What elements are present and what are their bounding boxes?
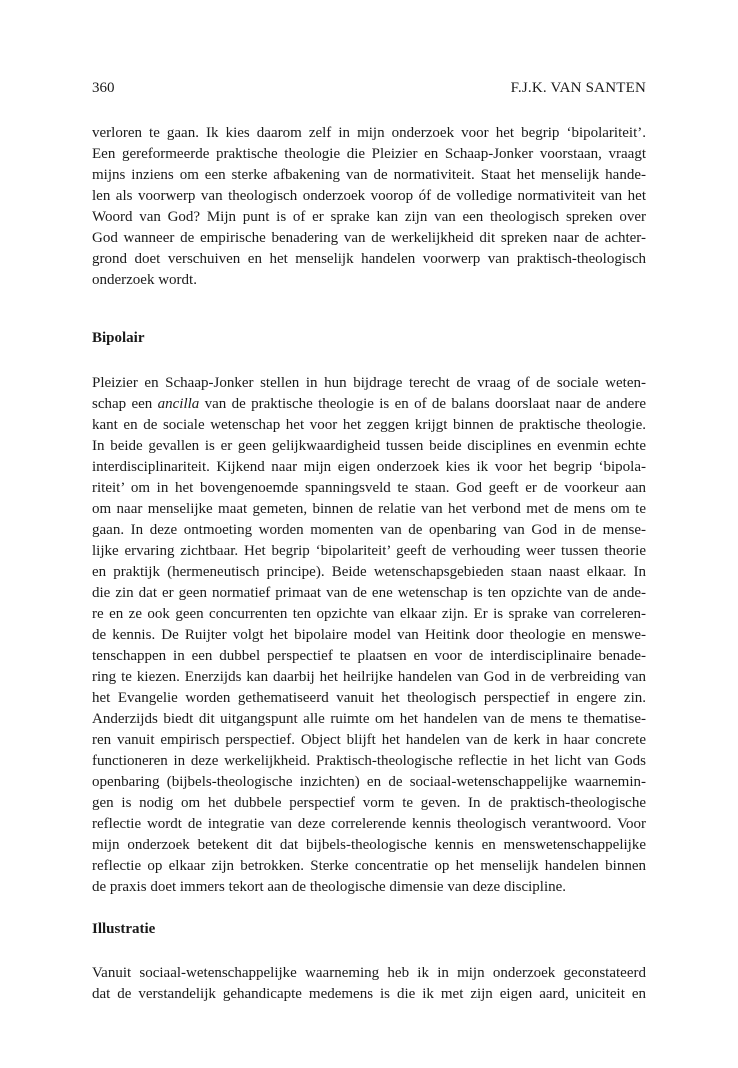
text-line: om naar menselijke maat gemeten, binnen de relatie van het verbond met de mens om te <box>92 501 646 517</box>
text-fragment: schap een <box>92 396 158 412</box>
text-line: verloren te gaan. Ik kies daarom zelf in mijn onderzoek voor het begrip ‘bipolariteit’. <box>92 125 646 141</box>
text-line: en praktijk (hermeneutisch principe). Beide wetenschapsgebieden staan naast elkaar. In <box>92 564 646 580</box>
text-line: openbaring (bijbels-theologische inzichten) en de sociaal-wetenschappelijke waarnemin- <box>92 774 646 790</box>
text-line: reflectie wordt de integratie van deze correlerende kennis theologisch verantwoord. Voor <box>92 816 646 832</box>
text-line: Pleizier en Schaap-Jonker stellen in hun bijdrage terecht de vraag of de sociale weten- <box>92 375 646 391</box>
text-line: len als voorwerp van theologisch onderzoek voorop óf de volledige normativiteit van het <box>92 188 646 204</box>
text-line: reflectie op elkaar zijn betrokken. Sterke concentratie op het menselijk handelen binnen <box>92 858 646 874</box>
running-head-author: F.J.K. VAN SANTEN <box>510 80 646 96</box>
text-line: Vanuit sociaal-wetenschappelijke waarneming heb ik in mijn onderzoek geconstateerd <box>92 965 646 981</box>
text-line: gaan. In deze ontmoeting worden momenten van de openbaring van God in de mense- <box>92 522 646 538</box>
text-line: gen is nodig om het dubbele perspectief vorm te geven. In de praktisch-theologische <box>92 795 646 811</box>
text-line: Woord van God? Mijn punt is of er sprake kan zijn van een theologisch spreken over <box>92 209 646 225</box>
text-line: die zin dat er geen normatief primaat van de ene wetenschap is ten opzichte van de ande- <box>92 585 646 601</box>
text-line: dat de verstandelijk gehandicapte medemens is die ik met zijn eigen aard, uniciteit en <box>92 986 646 1002</box>
text-fragment: van de praktische theologie is en of de balans doorslaat naar de andere <box>199 396 646 412</box>
text-line: de praxis doet immers tekort aan de theologische dimensie van deze discipline. <box>92 879 567 895</box>
text-line: Anderzijds biedt dit uitgangspunt alle ruimte om het handelen van de mens te thematise- <box>92 711 646 727</box>
text-line: tenschappen in een dubbel perspectief te plaatsen en voor de interdisciplinaire benade- <box>92 648 646 664</box>
page-number: 360 <box>92 80 115 96</box>
italic-term: ancilla <box>157 396 200 412</box>
text-line: mijns inziens om een sterke afbakening van de normativiteit. Staat het menselijk hande- <box>92 167 646 183</box>
section-heading-illustratie: Illustratie <box>92 921 156 937</box>
text-line: riteit’ om in het bovengenoemde spanningsveld te staan. God geeft er de voorkeur aan <box>92 480 646 496</box>
text-line: ring te kiezen. Enerzijds kan daarbij het heilrijke handelen van God in de verbreiding van <box>92 669 646 685</box>
text-line: kant en de sociale wetenschap het voor het zeggen krijgt binnen de praktische theologie. <box>92 417 646 433</box>
text-line: re en ze ook geen concurrenten ten opzichte van elkaar zijn. Er is sprake van correleren- <box>92 606 646 622</box>
text-line: de kennis. De Ruijter volgt het bipolaire model van Heitink door theologie en menswe- <box>92 627 646 643</box>
text-line: God wanneer de empirische benadering van de werkelijkheid dit spreken naar de achter- <box>92 230 646 246</box>
bipolair-paragraph <box>92 373 646 898</box>
text-line: ren vanuit empirisch perspectief. Object blijft het handelen van de kerk in haar concrete <box>92 732 646 748</box>
illustratie-paragraph <box>92 963 646 1005</box>
text-line: interdisciplinariteit. Kijkend naar mijn eigen onderzoek kies ik voor het begrip ‘bipola- <box>92 459 646 475</box>
running-head <box>92 78 646 98</box>
text-line: lijke ervaring zichtbaar. Het begrip ‘bipolariteit’ geeft de verhouding weer tussen theorie <box>92 543 646 559</box>
text-line: functioneren in deze werkelijkheid. Praktisch-theologische reflectie in het licht van Gods <box>92 753 646 769</box>
text-line: mijn onderzoek betekent dit dat bijbels-theologische kennis en menswetenschappelijke <box>92 837 646 853</box>
intro-paragraph <box>92 123 646 291</box>
section-heading-bipolair: Bipolair <box>92 330 145 346</box>
text-line <box>92 394 646 415</box>
text-line: grond doet verschuiven en het menselijk handelen voorwerp van praktisch-theologisch <box>92 251 646 267</box>
text-line: In beide gevallen is er geen gelijkwaardigheid tussen beide disciplines en evenmin echte <box>92 438 646 454</box>
text-line: Een gereformeerde praktische theologie die Pleizier en Schaap-Jonker voorstaan, vraagt <box>92 146 646 162</box>
text-line: het Evangelie worden gethematiseerd vanuit het theologisch perspectief in engere zin. <box>92 690 646 706</box>
text-line: onderzoek wordt. <box>92 272 197 288</box>
